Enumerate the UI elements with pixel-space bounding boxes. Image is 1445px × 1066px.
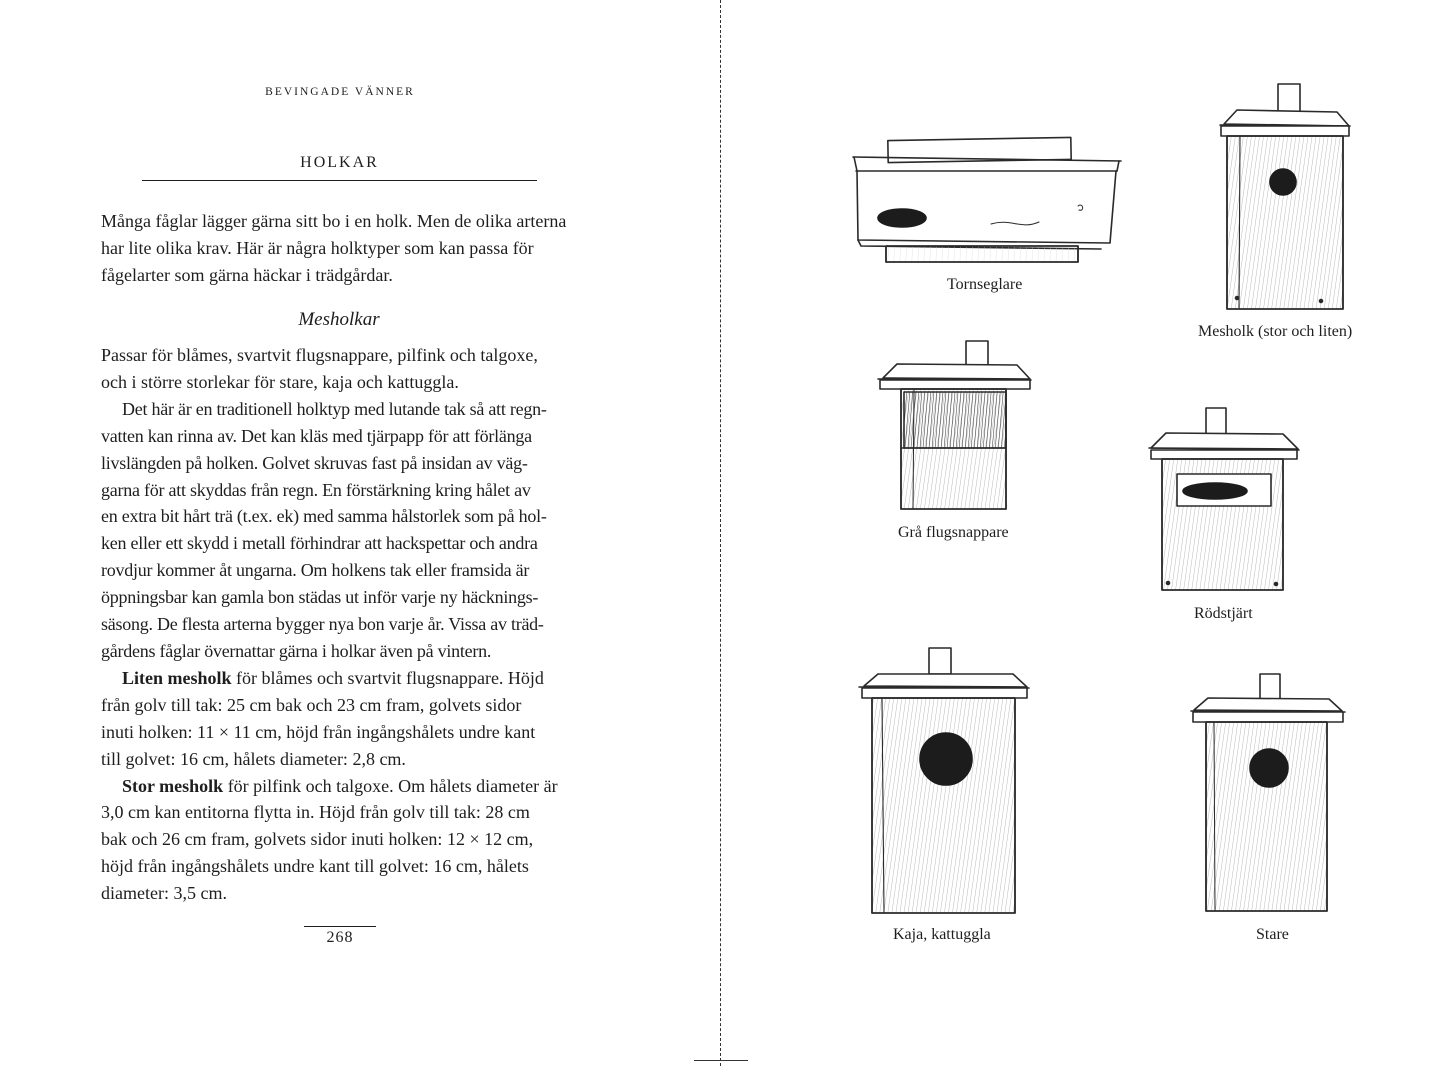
tornseglare-box-drawing: [853, 137, 1121, 262]
rodstjart-box-drawing: [1149, 408, 1299, 590]
caption-mesholk: Mesholk (stor och liten): [1198, 323, 1353, 340]
text-line: säsong. De flesta arterna bygger nya bon varje år. Vissa av träd-: [101, 614, 544, 635]
text-line: har lite olika krav. Här är några holktyper som kan passa för: [101, 237, 534, 258]
folio-rule: [304, 926, 376, 927]
text-line: vatten kan rinna av. Det kan kläs med tjärpapp för att förlänga: [101, 425, 532, 446]
text-line: Liten mesholk för blåmes och svartvit flugsnappare. Höjd: [122, 667, 544, 688]
text-line: Många fåglar lägger gärna sitt bo i en holk. Men de olika arterna: [101, 211, 567, 231]
text-line: till golvet: 16 cm, hålets diameter: 2,8 cm.: [101, 748, 406, 769]
caption-stare: Stare: [1256, 926, 1289, 943]
caption-tornseglare: Tornseglare: [947, 276, 1023, 293]
text-line: fågelarter som gärna häckar i trädgårdar.: [101, 264, 393, 285]
text-line: diameter: 3,5 cm.: [101, 883, 227, 904]
text-line: Passar för blåmes, svartvit flugsnappare, pilfink och talgoxe,: [101, 345, 538, 365]
stare-box-drawing: [1191, 674, 1345, 911]
text-line: en extra bit hårt trä (t.ex. ek) med samma hålstorlek som på hol-: [101, 506, 547, 527]
kaja-box-drawing: [859, 648, 1029, 913]
birdhouse-illustrations: [721, 0, 1445, 1066]
text-line: Det här är en traditionell holktyp med lutande tak så att regn-: [122, 398, 547, 419]
intro-paragraph: [101, 208, 577, 289]
left-page: [0, 0, 720, 1066]
running-head: BEVINGADE VÄNNER: [265, 86, 415, 98]
caption-rodstjart: Rödstjärt: [1194, 605, 1253, 622]
body-text: [101, 342, 577, 907]
text-line: höjd från ingångshålets undre kant till golvet: 16 cm, hålets: [101, 856, 529, 877]
text-line: från golv till tak: 25 cm bak och 23 cm fram, golvets sidor: [101, 694, 522, 715]
bold-term: Stor mesholk: [122, 775, 224, 796]
text-line: livslängden på holken. Golvet skruvas fast på insidan av väg-: [101, 452, 528, 473]
text-line: garna för att skyddas från regn. En förstärkning kring hålet av: [101, 479, 531, 500]
right-page: [721, 0, 1445, 1066]
bold-term: Liten mesholk: [122, 667, 232, 688]
page-number: 268: [326, 929, 354, 946]
text-line: ken eller ett skydd i metall förhindrar att hackspettar och andra: [101, 533, 538, 554]
gra-flugsnappare-box-drawing: [878, 341, 1031, 509]
caption-gra-flugsnappare: Grå flugsnappare: [898, 524, 1009, 541]
text-line: gårdens fåglar övernattar gärna i holkar även på vintern.: [101, 640, 492, 661]
text-line: Stor mesholk för pilfink och talgoxe. Om hålets diameter är: [122, 775, 558, 796]
subheading: Mesholkar: [298, 309, 380, 330]
text-line: bak och 26 cm fram, golvets sidor inuti holken: 12 × 12 cm,: [101, 829, 534, 850]
title-rule: [142, 180, 537, 181]
text-line: rovdjur kommer åt ungarna. Om holkens tak eller framsida är: [101, 560, 530, 581]
text-line: och i större storlekar för stare, kaja och kattuggla.: [101, 371, 459, 392]
text-line: 3,0 cm kan entitorna flytta in. Höjd från golv till tak: 28 cm: [101, 802, 530, 823]
mesholk-box-drawing: [1220, 84, 1350, 309]
text-line: inuti holken: 11 × 11 cm, höjd från ingångshålets undre kant: [101, 721, 536, 742]
caption-kaja: Kaja, kattuggla: [893, 926, 991, 943]
section-title: HOLKAR: [300, 154, 379, 171]
text-line: öppningsbar kan gamla bon städas ut inför varje ny häcknings-: [101, 587, 539, 608]
